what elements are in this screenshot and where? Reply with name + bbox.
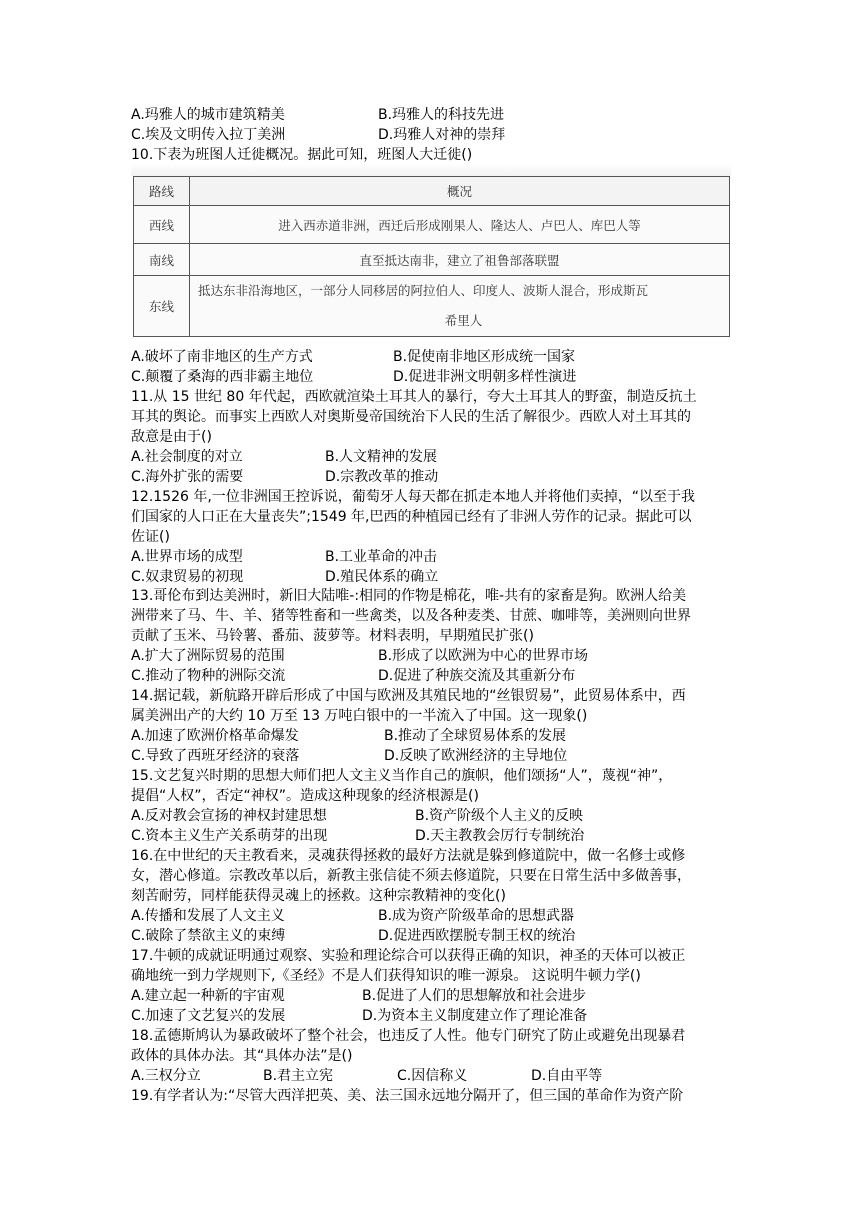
option-a: A.社会制度的对立: [131, 449, 243, 465]
option-a: A.加速了欧洲价格革命爆发: [131, 728, 299, 744]
option-b: B.形成了以欧洲为中心的世界市场: [378, 648, 589, 664]
option-d: D.天主教教会厉行专制统治: [415, 828, 585, 844]
question-17-line: 确地统一到力学规则下,《圣经》不是人们获得知识的唯一源泉。 这说明牛顿力学(): [131, 968, 641, 984]
question-19-line: 19.有学者认为:“尽管大西洋把英、美、法三国永远地分隔开了，但三国的革命作为资产阶: [131, 1088, 684, 1104]
option-b: B.工业革命的冲击: [325, 549, 438, 565]
option-d: D.反映了欧洲经济的主导地位: [384, 748, 568, 764]
table-cell-route: 东线: [134, 276, 190, 337]
migration-table: [133, 176, 730, 337]
option-row: [131, 347, 576, 367]
table-row: [134, 206, 730, 244]
table-cell-desc-line: 希里人: [444, 313, 483, 328]
option-c: C.加速了文艺复兴的发展: [131, 1008, 286, 1024]
table-header-route: 路线: [134, 177, 190, 206]
question-10-stem: 10.下表为班图人迁徙概况。据此可知，班图人大迁徙(): [131, 147, 473, 163]
option-b: B.君主立宪: [263, 1068, 334, 1084]
option-row: [131, 1006, 588, 1026]
option-b: B.促进了人们的思想解放和社会进步: [362, 988, 587, 1004]
option-c: C.海外扩张的需要: [131, 469, 244, 485]
option-row: [131, 567, 439, 587]
table-header-row: [134, 177, 730, 206]
question-11-line: 耳其的舆论。而事实上西欧人对奥斯曼帝国统治下人民的生活了解很少。西欧人对土耳其的: [131, 409, 691, 425]
option-d: D.促进非洲文明朝多样性演进: [393, 369, 577, 385]
table-cell-route: 西线: [134, 206, 190, 244]
table-cell-desc: 进入西赤道非洲，西迁后形成刚果人、隆达人、卢巴人、库巴人等: [190, 206, 730, 244]
option-d: D.玛雅人对神的崇拜: [378, 127, 506, 143]
question-13-line: 洲带来了马、牛、羊、猪等牲畜和一些禽类，以及各种麦类、甘蔗、咖啡等，美洲则向世界: [131, 608, 691, 624]
table-row: [134, 276, 730, 337]
table-header-desc: 概况: [190, 177, 730, 206]
table-cell-desc: 直至抵达南非，建立了祖鲁部落联盟: [190, 244, 730, 276]
option-a: A.传播和发展了人文主义: [131, 908, 285, 924]
option-row: [131, 467, 439, 487]
option-c: C.导致了西班牙经济的衰落: [131, 748, 300, 764]
question-16-line: 16.在中世纪的天主教看来，灵魂获得拯救的最好方法就是躲到修道院中，做一名修士或修: [131, 848, 686, 864]
option-b: B.推动了全球贸易体系的发展: [384, 728, 567, 744]
option-row: [131, 726, 567, 746]
option-row: [131, 105, 505, 125]
question-16-line: 女，潜心修道。宗教改革以后，新教主张信徒不须去修道院，只要在日常生活中多做善事，: [131, 868, 691, 884]
question-11-line: 11.从 15 世纪 80 年代起，西欧就渲染土耳其人的暴行，夸大土耳其人的野蛮，制造反抗土: [131, 389, 697, 405]
question-13-line: 贡献了玉米、马铃薯、番茄、菠萝等。材料表明，早期殖民扩张(): [131, 628, 534, 644]
option-row: [131, 1066, 603, 1086]
question-15-line: 提倡“人权”，否定“神权”。造成这种现象的经济根源是(): [131, 788, 479, 804]
option-a: A.玛雅人的城市建筑精美: [131, 107, 285, 123]
option-c: C.资本主义生产关系萌芽的出现: [131, 828, 328, 844]
question-12-line: 们国家的人口正在大量丧失”;1549 年,巴西的种植园已经有了非洲人劳作的记录。据此可以: [131, 509, 692, 525]
question-18-line: 政体的具体办法。其“具体办法”是(): [131, 1048, 353, 1064]
option-c: C.颠覆了桑海的西非霸主地位: [131, 369, 314, 385]
option-a: A.世界市场的成型: [131, 549, 243, 565]
option-row: [131, 646, 589, 666]
option-d: D.宗教改革的推动: [325, 469, 439, 485]
question-12-line: 佐证(): [131, 529, 170, 545]
option-row: [131, 666, 576, 686]
question-13-line: 13.哥伦布到达美洲时，新旧大陆唯-:相同的作物是棉花，唯-共有的家畜是狗。欧洲人给美: [131, 588, 687, 604]
option-row: [131, 447, 438, 467]
option-row: [131, 125, 506, 145]
option-a: A.破坏了南非地区的生产方式: [131, 349, 313, 365]
question-11-line: 敌意是由于(): [131, 429, 212, 445]
option-d: D.为资本主义制度建立作了理论准备: [362, 1008, 588, 1024]
option-c: C.奴隶贸易的初现: [131, 569, 244, 585]
question-14-line: 14.据记载，新航路开辟后形成了中国与欧洲及其殖民地的“丝银贸易”，此贸易体系中，西: [131, 688, 686, 704]
question-17-line: 17.牛顿的成就证明通过观察、实验和理论综合可以获得正确的知识，神圣的天体可以被正: [131, 948, 686, 964]
option-b: B.玛雅人的科技先进: [378, 107, 505, 123]
option-a: A.三权分立: [131, 1068, 201, 1084]
option-row: [131, 826, 585, 846]
question-16-line: 刻苦耐劳，同样能获得灵魂上的拯救。这种宗教精神的变化(): [131, 888, 506, 904]
option-b: B.成为资产阶级革命的思想武器: [378, 908, 575, 924]
option-d: D.促进了种族交流及其重新分布: [378, 668, 576, 684]
option-row: [131, 367, 577, 387]
option-c: C.因信称义: [397, 1068, 468, 1084]
question-14-line: 属美洲出产的大约 10 万至 13 万吨白银中的一半流入了中国。这一现象(): [131, 708, 588, 724]
question-12-line: 12.1526 年,一位非洲国王控诉说，葡萄牙人每天都在抓走本地人并将他们卖掉，“以至于我: [131, 489, 696, 505]
table-cell-desc: [190, 276, 730, 337]
table-cell-desc-line: 抵达东非沿海地区，一部分人同移居的阿拉伯人、印度人、波斯人混合，形成斯瓦: [198, 283, 649, 298]
option-row: [131, 746, 568, 766]
option-c: C.破除了禁欲主义的束缚: [131, 928, 286, 944]
option-b: B.促使南非地区形成统一国家: [393, 349, 576, 365]
option-b: B.资产阶级个人主义的反映: [415, 808, 584, 824]
option-a: A.扩大了洲际贸易的范围: [131, 648, 285, 664]
option-d: D.殖民体系的确立: [325, 569, 439, 585]
scan-artifact: [131, 164, 731, 176]
option-a: A.反对教会宣扬的神权封建思想: [131, 808, 327, 824]
option-c: C.推动了物种的洲际交流: [131, 668, 286, 684]
table-row: [134, 244, 730, 276]
option-a: A.建立起一种新的宇宙观: [131, 988, 285, 1004]
option-d: D.自由平等: [531, 1068, 603, 1084]
option-row: [131, 547, 438, 567]
question-18-line: 18.孟德斯鸠认为暴政破坏了整个社会，也违反了人性。他专门研究了防止或避免出现暴君: [131, 1028, 686, 1044]
option-c: C.埃及文明传入拉丁美洲: [131, 127, 286, 143]
option-row: [131, 906, 575, 926]
option-row: [131, 806, 584, 826]
option-row: [131, 926, 576, 946]
question-15-line: 15.文艺复兴时期的思想大师们把人文主义当作自己的旗帜，他们颂扬“人”，蔑视“神”，: [131, 768, 673, 784]
option-d: D.促进西欧摆脱专制王权的统治: [378, 928, 576, 944]
option-b: B.人文精神的发展: [325, 449, 438, 465]
option-row: [131, 986, 587, 1006]
table-cell-route: 南线: [134, 244, 190, 276]
